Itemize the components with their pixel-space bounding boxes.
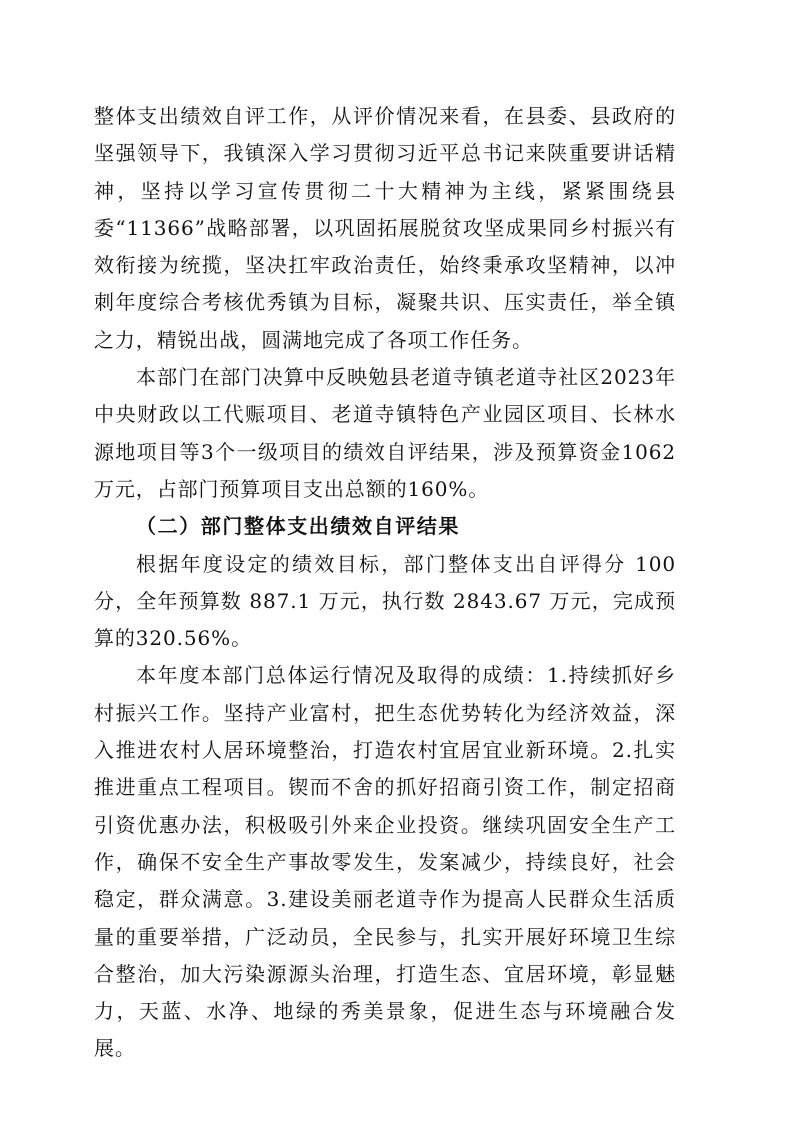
paragraph-project-results: 本部门在部门决算中反映勉县老道寺镇老道寺社区2023年中央财政以工代赈项目、老道寺镇特色产业园区项目、长林水源地项目等3个一级项目的绩效自评结果，涉及预算资金1062万元，占部门预算项目支出总额的160%。 [94, 365, 676, 501]
document-body [94, 98, 676, 1068]
section-heading-overall-results: （二）部门整体支出绩效自评结果 [136, 514, 460, 539]
paragraph-achievements: 本年度本部门总体运行情况及取得的成绩：1.持续抓好乡村振兴工作。坚持产业富村，把生态优势转化为经济效益，深入推进农村人居环境整治，打造农村宜居宜业新环境。2.扎实推进重点工程项目。锲而不舍的抓好招商引资工作，制定招商引资优惠办法，积极吸引外来企业投资。继续巩固安全生产工作，确保不安全生产事故零发生，发案减少，持续良好，社会稳定，群众满意。3.建设美丽老道寺作为提高人民群众生活质量的重要举措，广泛动员，全民参与，扎实开展好环境卫生综合整治，加大污染源源头治理，打造生态、宜居环境，彰显魅力，天蓝、水净、地绿的秀美景象，促进生态与环境融合发展。 [94, 663, 676, 1061]
paragraph-self-score: 根据年度设定的绩效目标，部门整体支出自评得分 100 分，全年预算数 887.1 万元，执行数 2843.67 万元，完成预算的320.56%。 [94, 551, 676, 651]
paragraph-evaluation-overview: 整体支出绩效自评工作，从评价情况来看，在县委、县政府的坚强领导下，我镇深入学习贯彻习近平总书记来陕重要讲话精神，坚持以学习宣传贯彻二十大精神为主线，紧紧围绕县委“11366”战略部署，以巩固拓展脱贫攻坚成果同乡村振兴有效衔接为统揽，坚决扛牢政治责任，始终秉承攻坚精神，以冲刺年度综合考核优秀镇为目标，凝聚共识、压实责任，举全镇之力，精锐出战，圆满地完成了各项工作任务。 [94, 104, 676, 352]
